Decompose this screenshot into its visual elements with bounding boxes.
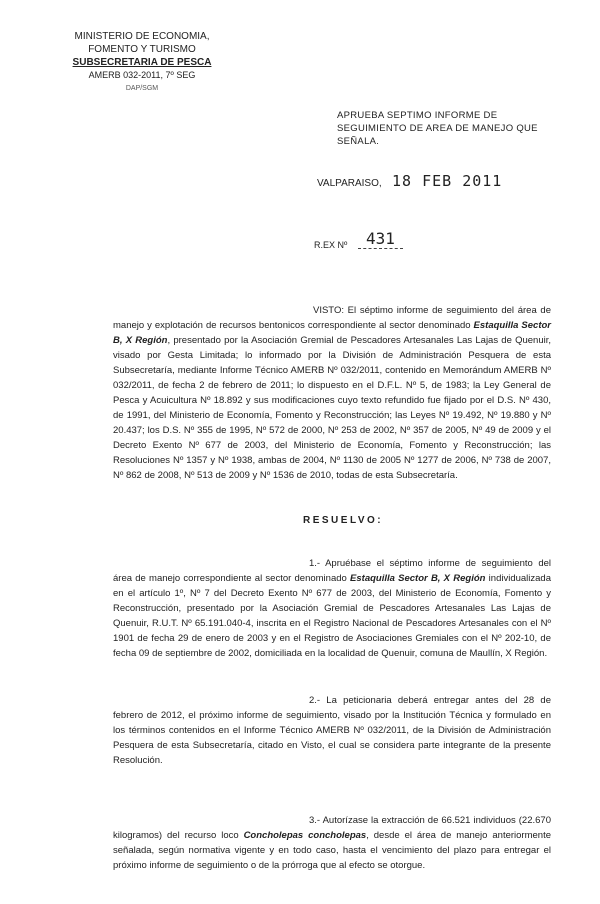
letterhead	[62, 30, 222, 95]
article-2-paragraph: 2.- La peticionaria deberá entregar antes del 28 de febrero de 2012, el próximo informe de seguimiento, visado por la Institución Técnica y formulado en los términos contenidos en el Informe Técnico AMERB Nº 032/2011, de la División de Administración Pesquera de esta Subsecretaría, citado en Visto, el cual se considera parte integrante de la presente Resolución.	[113, 695, 551, 766]
species-name: Concholepas concholepas	[243, 830, 367, 841]
visto-paragraph: VISTO: El séptimo informe de seguimiento del área de manejo y explotación de recursos bentonicos correspondiente al sector denominado Estaquilla Sector B, X Región, presentado por la Asociación Gremial de Pescadores Artesanales Las Lajas de Quenuir, visado por Gesta Limitada; lo informado por la División de Administración Pesquera de esta Subsecretaría, mediante Informe Técnico AMERB Nº 032/2011, contenido en Memorándum AMERB Nº 032/2011, de fecha 2 de febrero de 2011; lo dispuesto en el D.F.L. Nº 5, de 1983; la Ley General de Pesca y Acuicultura Nº 18.892 y sus modificaciones cuyo texto refundido fue fijado por el D.S. Nº 430, de 1991, del Ministerio de Economía, Fomento y Reconstrucción; las Leyes Nº 19.492, Nº 19.880 y Nº 20.437; los D.S. Nº 355 de 1995, Nº 572 de 2000, Nº 253 de 2002, Nº 357 de 2005, Nº 49 de 2009 y el Decreto Exento Nº 677 de 2003, del Ministerio de Economía, Fomento y Reconstrucción; las Resoluciones Nº 1357 y Nº 1938, ambas de 2004, Nº 1130 de 2005 Nº 1277 de 2006, Nº 738 de 2007, Nº 862 de 2008, Nº 513 de 2009 y Nº 1536 de 2010, todas de esta Subsecretaría.	[113, 305, 552, 481]
reference-code: AMERB 032-2011, 7º SEG	[88, 70, 196, 80]
article-1-paragraph: 1.- Apruébase el séptimo informe de seguimiento del área de manejo correspondiente al sector denominado Estaquilla Sector B, X Región individualizada en el artículo 1º, Nº 7 del Decreto Exento Nº 677 de 2003, del Ministerio de Economía, Fomento y Reconstrucción, presentado por la Asociación Gremial de Pescadores Artesanales Las Lajas de Quenuir, R.U.T. Nº 65.191.040-4, inscrita en el Registro Nacional de Pescadores Artesanales con el Nº 1901 de fecha 29 de enero de 2003 y en el Registro de Asociaciones Gremiales con el Nº 202-10, de fecha 09 de septiembre de 2002, domiciliada en la localidad de Quenuir, comuna de Maullín, X Región.	[113, 558, 552, 659]
resolution-label: R.EX Nº	[314, 240, 348, 250]
place-label: VALPARAISO,	[317, 178, 382, 189]
date-stamp: 18 FEB 2011	[392, 172, 503, 190]
ministry-line: MINISTERIO DE ECONOMIA,	[74, 31, 210, 42]
article-3-paragraph: 3.- Autorízase la extracción de 66.521 individuos (22.670 kilogramos) del recurso loco Concholepas concholepas, desde el área de manejo anteriormente señalada, según normativa vigente y en todo caso, hasta el vencimiento del plazo para entregar el próximo informe de seguimiento o de la prórroga que al efecto se otorgue.	[113, 815, 551, 871]
sector-name: Estaquilla Sector B, X Región	[350, 573, 486, 584]
initials-stamp: DAP/SGM	[125, 85, 159, 92]
resuelvo-heading: RESUELVO:	[303, 515, 384, 526]
ministry-line-2: FOMENTO Y TURISMO	[88, 44, 196, 55]
resolution-number: 431	[358, 229, 403, 249]
subsecretaria-line: SUBSECRETARIA DE PESCA	[72, 57, 212, 68]
document-subject: APRUEBA SEPTIMO INFORME DE SEGUIMIENTO DE AREA DE MANEJO QUE SEÑALA.	[337, 110, 538, 147]
sector-name: Estaquilla Sector B, X Región	[113, 320, 551, 346]
